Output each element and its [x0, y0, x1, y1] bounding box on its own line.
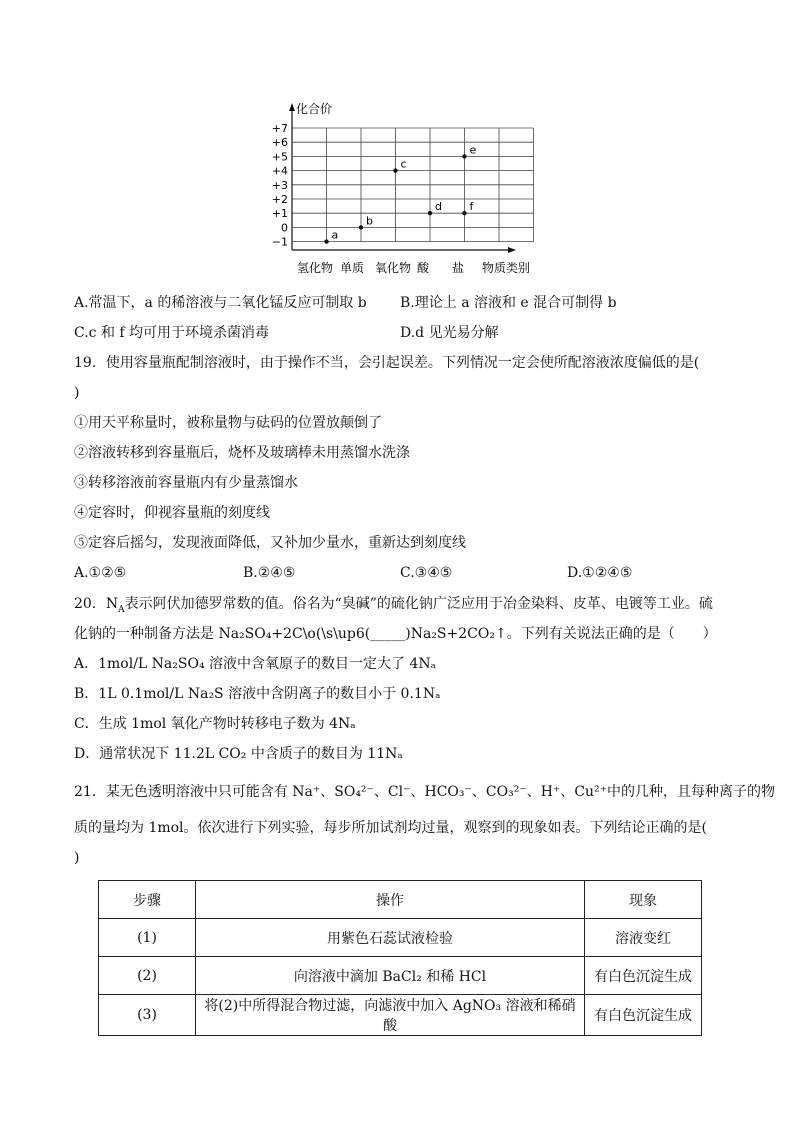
- table-cell: 有白色沉淀生成: [585, 957, 702, 995]
- y-tick-label: +6: [271, 136, 288, 150]
- valence-chart: [260, 95, 540, 285]
- table-cell: 有白色沉淀生成: [585, 995, 702, 1036]
- q20-option-a: A．1mol/L Na₂SO₄ 溶液中含氧原子的数目一定大了 4Nₐ: [74, 656, 437, 672]
- y-tick-label: +7: [271, 122, 288, 135]
- q19-item: ②溶液转移到容量瓶后，烧杯及玻璃棒未用蒸馏水洗涤: [74, 445, 410, 461]
- q19-item: ①用天平称量时，被称量物与砝码的位置放颠倒了: [74, 415, 382, 431]
- x-category-label: 盐: [452, 261, 465, 275]
- q18-option-d: D.d 见光易分解: [400, 325, 499, 341]
- y-ticks: [272, 122, 288, 249]
- chart-grid: [292, 128, 534, 242]
- table-cell: 向溶液中滴加 BaCl₂ 和稀 HCl: [196, 957, 585, 995]
- table-row: [99, 995, 702, 1036]
- q19-item: ⑤定容后摇匀，发现液面降低，又补加少量水，重新达到刻度线: [74, 535, 466, 551]
- table-header: 步骤: [99, 881, 196, 919]
- y-tick-label: 0: [281, 221, 288, 235]
- data-label-c: c: [400, 157, 407, 171]
- data-label-d: d: [435, 200, 442, 214]
- table-cell: 用紫色石蕊试液检验: [196, 919, 585, 957]
- q21-line-1: 21．某无色透明溶液中只可能含有 Na⁺、SO₄²⁻、Cl⁻、HCO₃⁻、CO₃²⁻、H⁺、Cu²⁺中的几种，且每种离子的物: [74, 784, 776, 800]
- x-axis-label: 物质类别: [482, 261, 531, 275]
- q21-line-3: ): [74, 850, 80, 866]
- q19-item: ③转移溶液前容量瓶内有少量蒸馏水: [74, 475, 298, 491]
- y-tick-label: +4: [271, 164, 288, 178]
- x-category-label: 氧化物: [375, 261, 412, 275]
- table-header: 现象: [585, 881, 702, 919]
- q19-option-c: C.③④⑤: [400, 565, 453, 581]
- y-tick-label: +1: [271, 207, 288, 221]
- chart-points: [324, 143, 476, 243]
- y-tick-label: −1: [271, 235, 288, 249]
- na-subscript: A: [118, 604, 125, 615]
- data-point-f: [462, 211, 466, 215]
- x-category-label: 单质: [340, 261, 365, 275]
- na-symbol: N: [105, 596, 119, 612]
- q19-stem-end: ): [74, 385, 80, 401]
- x-categories: [297, 260, 464, 275]
- data-label-e: e: [469, 143, 477, 157]
- q19-option-d: D.①②④⑤: [567, 565, 633, 581]
- table-cell: 将(2)中所得混合物过滤，向滤液中加入 AgNO₃ 溶液和稀硝酸: [196, 995, 585, 1036]
- data-label-b: b: [366, 214, 373, 228]
- q20-option-b: B．1L 0.1mol/L Na₂S 溶液中含阴离子的数目小于 0.1Nₐ: [74, 686, 441, 702]
- data-point-a: [324, 239, 328, 243]
- q20-option-d: D．通常状况下 11.2L CO₂ 中含质子的数目为 11Nₐ: [74, 746, 403, 762]
- x-axis-arrow: [508, 247, 516, 253]
- data-label-f: f: [469, 200, 474, 214]
- x-category-label: 酸: [417, 261, 430, 275]
- y-axis-arrow: [289, 103, 295, 111]
- q20-option-c: C．生成 1mol 氧化产物时转移电子数为 4Nₐ: [74, 716, 356, 732]
- q18-option-b: B.理论上 a 溶液和 e 混合可制得 b: [400, 295, 617, 311]
- q19-option-b: B.②④⑤: [243, 565, 296, 581]
- table-header-row: [99, 881, 702, 919]
- q20-line-2: 化钠的一种制备方法是 Na₂SO₄+2C\o(\s\up6(_____)Na₂S+2CO₂↑。下列有关说法正确的是（ ）: [74, 626, 717, 642]
- table-cell: (3): [99, 995, 196, 1036]
- q20-line-1: [74, 594, 713, 620]
- experiment-table: [98, 880, 702, 1036]
- data-label-a: a: [331, 228, 339, 242]
- data-point-d: [428, 211, 432, 215]
- data-point-e: [462, 154, 466, 158]
- chart-axes: [289, 103, 516, 253]
- q19-item: ④定容时，仰视容量瓶的刻度线: [74, 505, 270, 521]
- table-header: 操作: [196, 881, 585, 919]
- y-tick-label: +3: [271, 178, 288, 192]
- q18-option-a: A.常温下，a 的稀溶液与二氧化锰反应可制取 b: [74, 295, 367, 311]
- q20-number: 20．: [74, 596, 106, 612]
- data-point-b: [359, 225, 363, 229]
- table-cell: 溶液变红: [585, 919, 702, 957]
- q20-stem-rest: 表示阿伏加德罗常数的值。俗名为“臭碱”的硫化钠广泛应用于冶金染料、皮革、电镀等工业。硫: [124, 596, 713, 612]
- q18-option-c: C.c 和 f 均可用于环境杀菌消毒: [74, 325, 270, 341]
- y-axis-label: 化合价: [296, 102, 333, 116]
- q19-stem: 19．使用容量瓶配制溶液时，由于操作不当，会引起误差。下列情况一定会使所配溶液浓度偏低的是(: [74, 355, 700, 371]
- y-tick-label: +5: [271, 150, 288, 164]
- table-row: [99, 919, 702, 957]
- q21-line-2: 质的量均为 1mol。依次进行下列实验，每步所加试剂均过量，观察到的现象如表。下列结论正确的是(: [74, 820, 707, 836]
- table-cell: (2): [99, 957, 196, 995]
- x-category-label: 氢化物: [297, 261, 334, 275]
- table-cell: (1): [99, 919, 196, 957]
- y-tick-label: +2: [271, 193, 288, 206]
- data-point-c: [393, 168, 397, 172]
- q19-option-a: A.①②⑤: [74, 565, 127, 581]
- table-row: [99, 957, 702, 995]
